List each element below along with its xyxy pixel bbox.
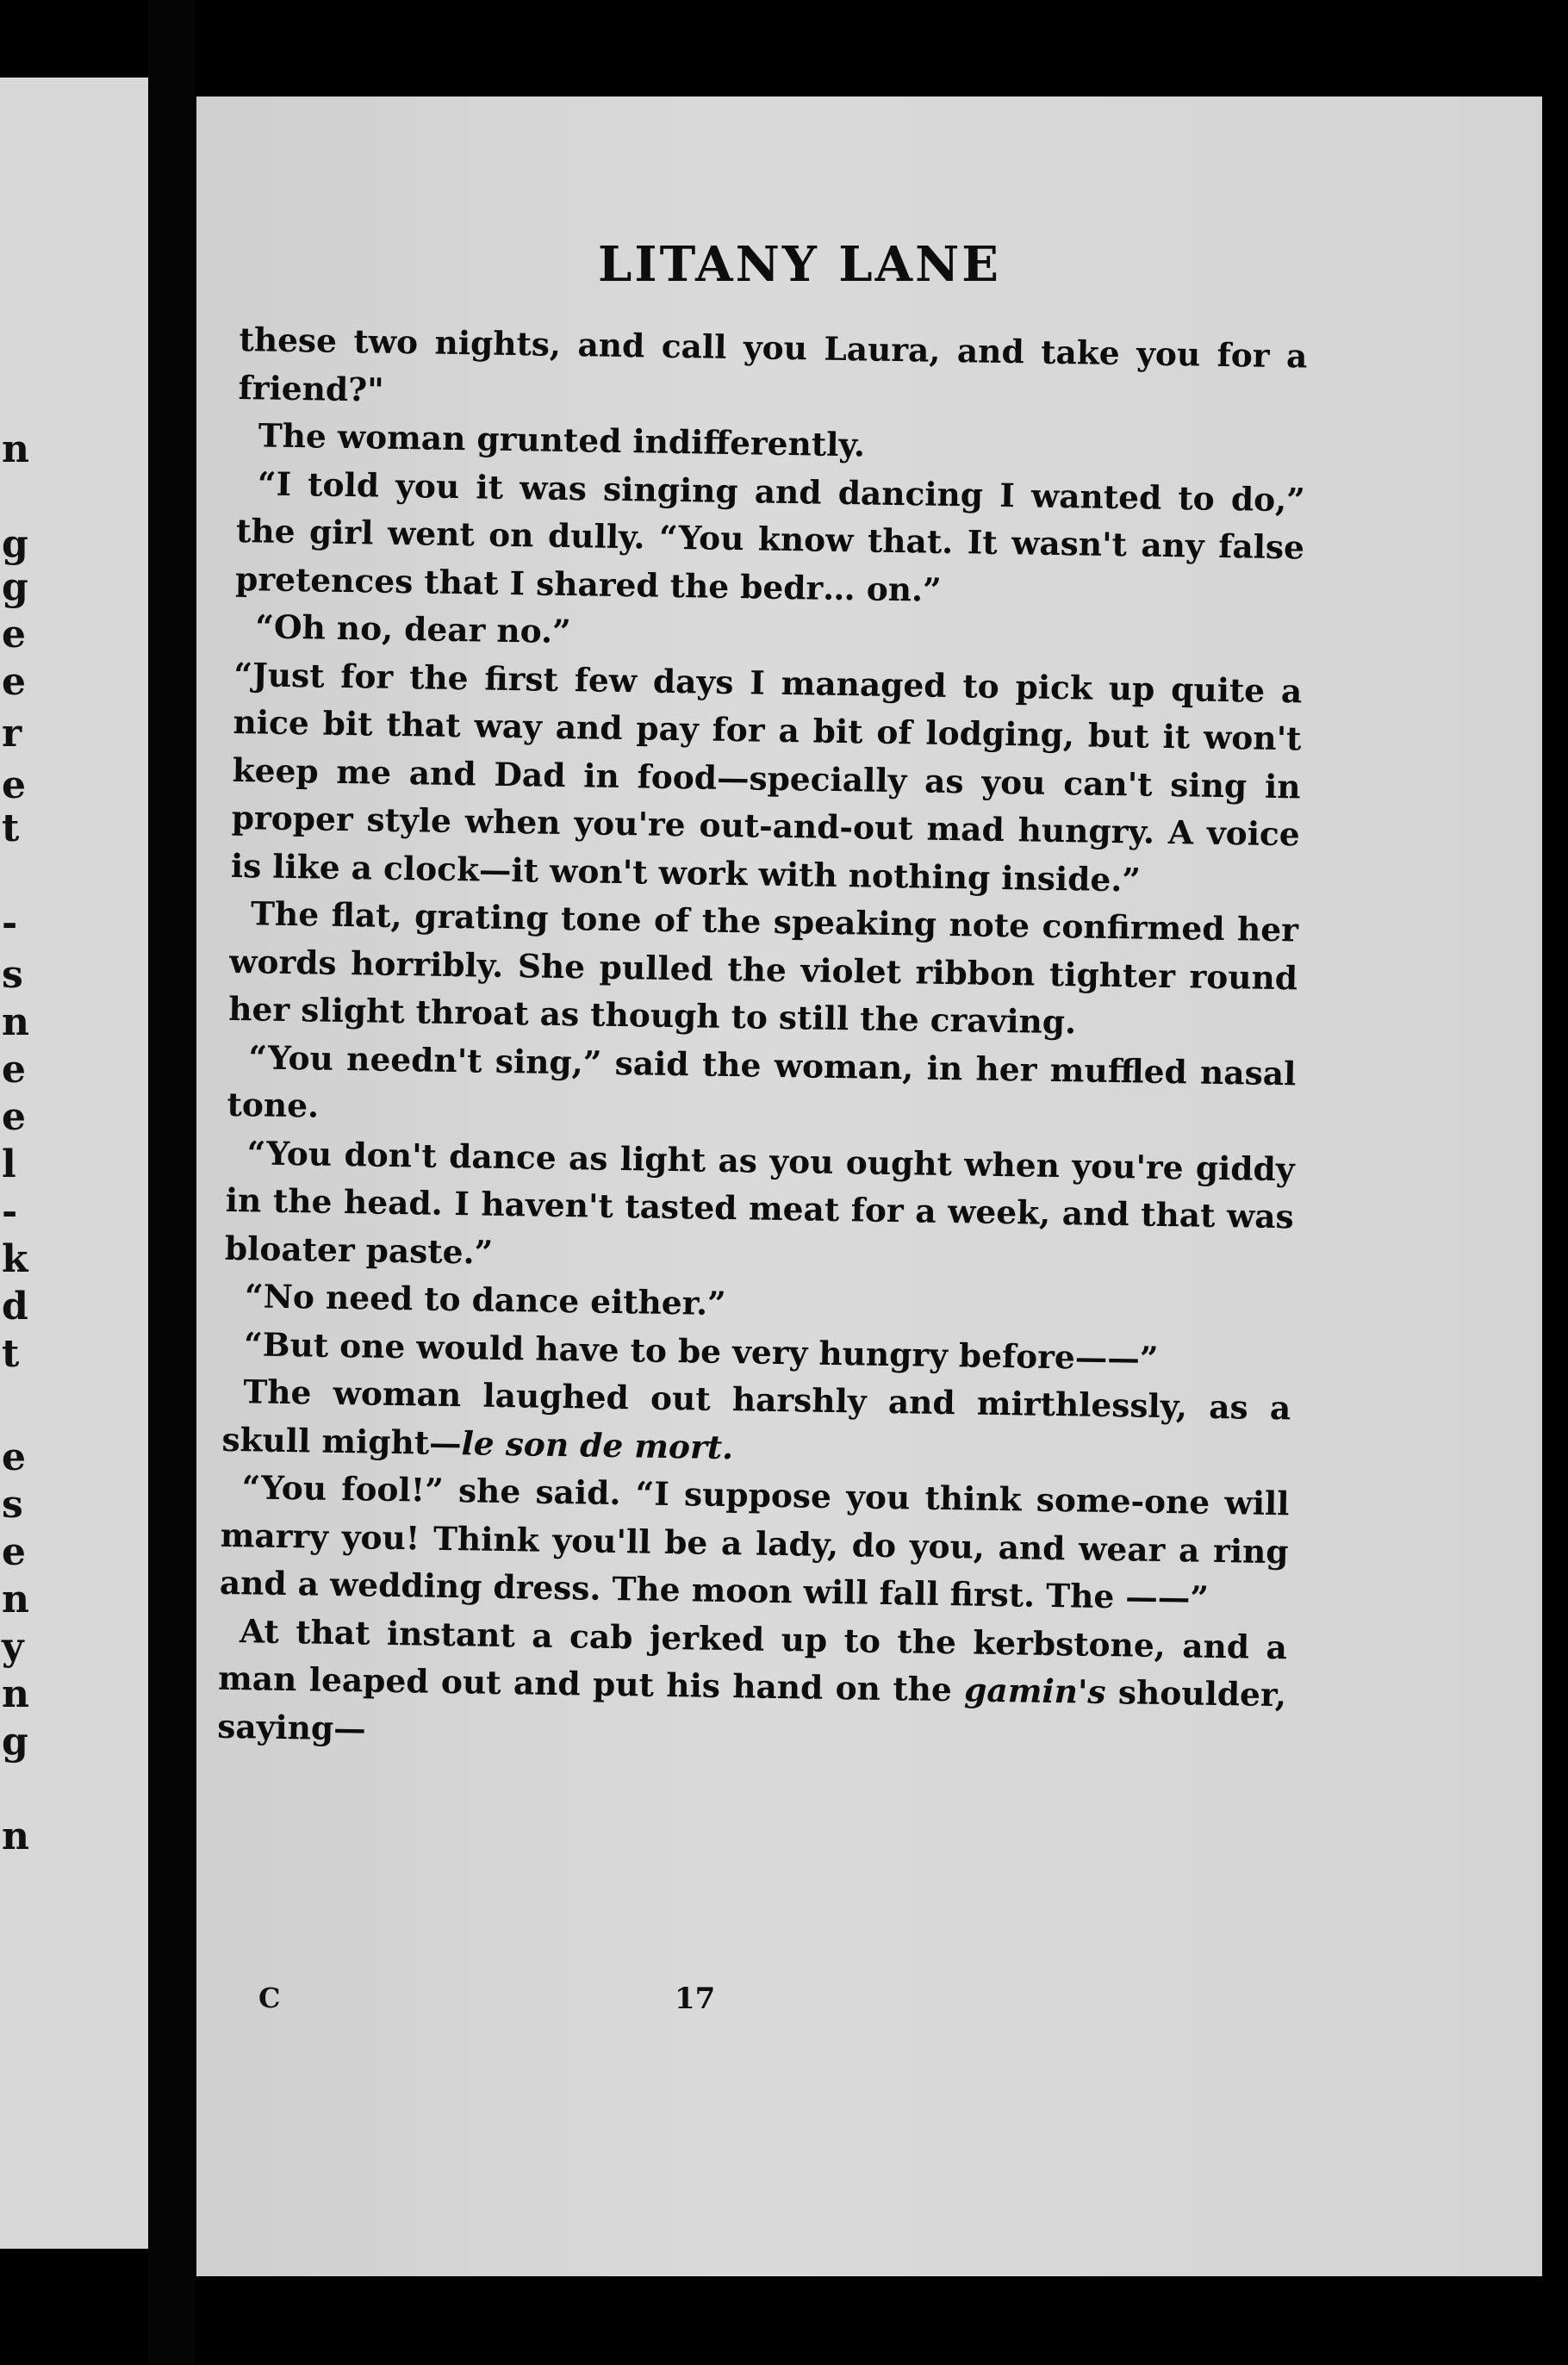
left-page-fragment: n bbox=[2, 1578, 29, 1621]
left-page-fragment: e bbox=[2, 660, 26, 704]
left-page-fragment: k bbox=[2, 1237, 28, 1281]
paragraph: The flat, grating tone of the speaking note confirmed her words horribly. She pulled the violet ribbon tighter round her slight throat as though to still the craving. bbox=[228, 894, 1299, 1042]
left-page-fragment: - bbox=[2, 1190, 18, 1234]
left-page-fragment: s bbox=[2, 1483, 23, 1527]
running-head: LITANY LANE bbox=[598, 236, 1001, 293]
italic-word: gamin's bbox=[963, 1671, 1106, 1711]
body-text bbox=[217, 316, 1308, 1767]
left-page-fragment: e bbox=[2, 763, 26, 807]
left-page-fragment: g bbox=[2, 522, 28, 566]
left-page-fragment: g bbox=[2, 565, 28, 609]
paragraph-text: At that instant a cab jerked up to the kerbstone, and a man leaped out and put his hand on the bbox=[217, 1611, 1288, 1709]
left-page-fragment: y bbox=[2, 1625, 24, 1669]
left-page-fragment: t bbox=[2, 1332, 20, 1376]
signature-mark: C bbox=[258, 1982, 281, 2014]
paragraph: “You needn't sing,” said the woman, in her muffled nasal tone. bbox=[227, 1037, 1297, 1125]
left-page-fragment: t bbox=[2, 806, 20, 850]
left-page-fragment: e bbox=[2, 1048, 26, 1092]
left-page-fragment: n bbox=[2, 1814, 29, 1858]
paragraph: “You fool!” she said. “I suppose you think some-one will marry you! Think you'll be a lady, do you, and wear a ring and a wedding dress. The moon will fall first. The ——” bbox=[219, 1468, 1290, 1617]
left-page-fragment: - bbox=[2, 901, 18, 945]
paragraph-text: shoulder, saying— bbox=[216, 1672, 1287, 1748]
book-gutter bbox=[148, 0, 196, 2365]
paragraph: “Just for the first few days I managed to pick up quite a nice bit that way and pay for a bit of lodging, but it won't keep me and Dad in food—specially as you can't sing in proper style when you're out-and-out mad hungry. A voice is like a clock—it won't work with nothing inside.” bbox=[230, 655, 1303, 899]
paragraph bbox=[217, 1607, 1287, 1767]
page-number: 17 bbox=[675, 1982, 716, 2016]
left-page-fragment: n bbox=[2, 1672, 29, 1716]
paragraph: “No need to dance either.” bbox=[244, 1277, 727, 1323]
left-page-fragment: d bbox=[2, 1285, 28, 1329]
paragraph-text: The woman laughed out harshly and mirthlessly, as a skull might— bbox=[221, 1372, 1291, 1462]
paragraph: “I told you it was singing and dancing I wanted to do,” the girl went on dully. “You know that. It wasn't any false pretences that I shared the bedr… on.” bbox=[234, 464, 1306, 609]
paragraph: The woman grunted indifferently. bbox=[258, 416, 866, 464]
left-page-fragment: e bbox=[2, 1435, 26, 1479]
book-page bbox=[196, 96, 1542, 2276]
left-page-fragment: e bbox=[2, 1095, 26, 1139]
paragraph: “You don't dance as light as you ought when you're giddy in the head. I haven't tasted meat for a week, and that was bloater paste.” bbox=[224, 1133, 1295, 1272]
left-page-fragment: n bbox=[2, 427, 29, 471]
left-page-fragment: e bbox=[2, 1530, 26, 1574]
left-page-fragment: n bbox=[2, 1000, 29, 1044]
paragraph: “But one would have to be very hungry before——” bbox=[243, 1324, 1159, 1378]
left-page-fragment: r bbox=[2, 712, 22, 756]
previous-page-edge bbox=[0, 78, 148, 2249]
left-page-fragment: s bbox=[2, 953, 23, 997]
italic-phrase: le son de mort. bbox=[461, 1423, 734, 1466]
left-page-fragment: g bbox=[2, 1720, 28, 1764]
paragraph bbox=[221, 1368, 1291, 1480]
left-page-fragment: l bbox=[2, 1142, 16, 1186]
paragraph: these two nights, and call you Laura, and take you for a friend?" bbox=[238, 320, 1308, 409]
left-page-fragment: e bbox=[2, 613, 26, 657]
paragraph: “Oh no, dear no.” bbox=[254, 607, 572, 651]
